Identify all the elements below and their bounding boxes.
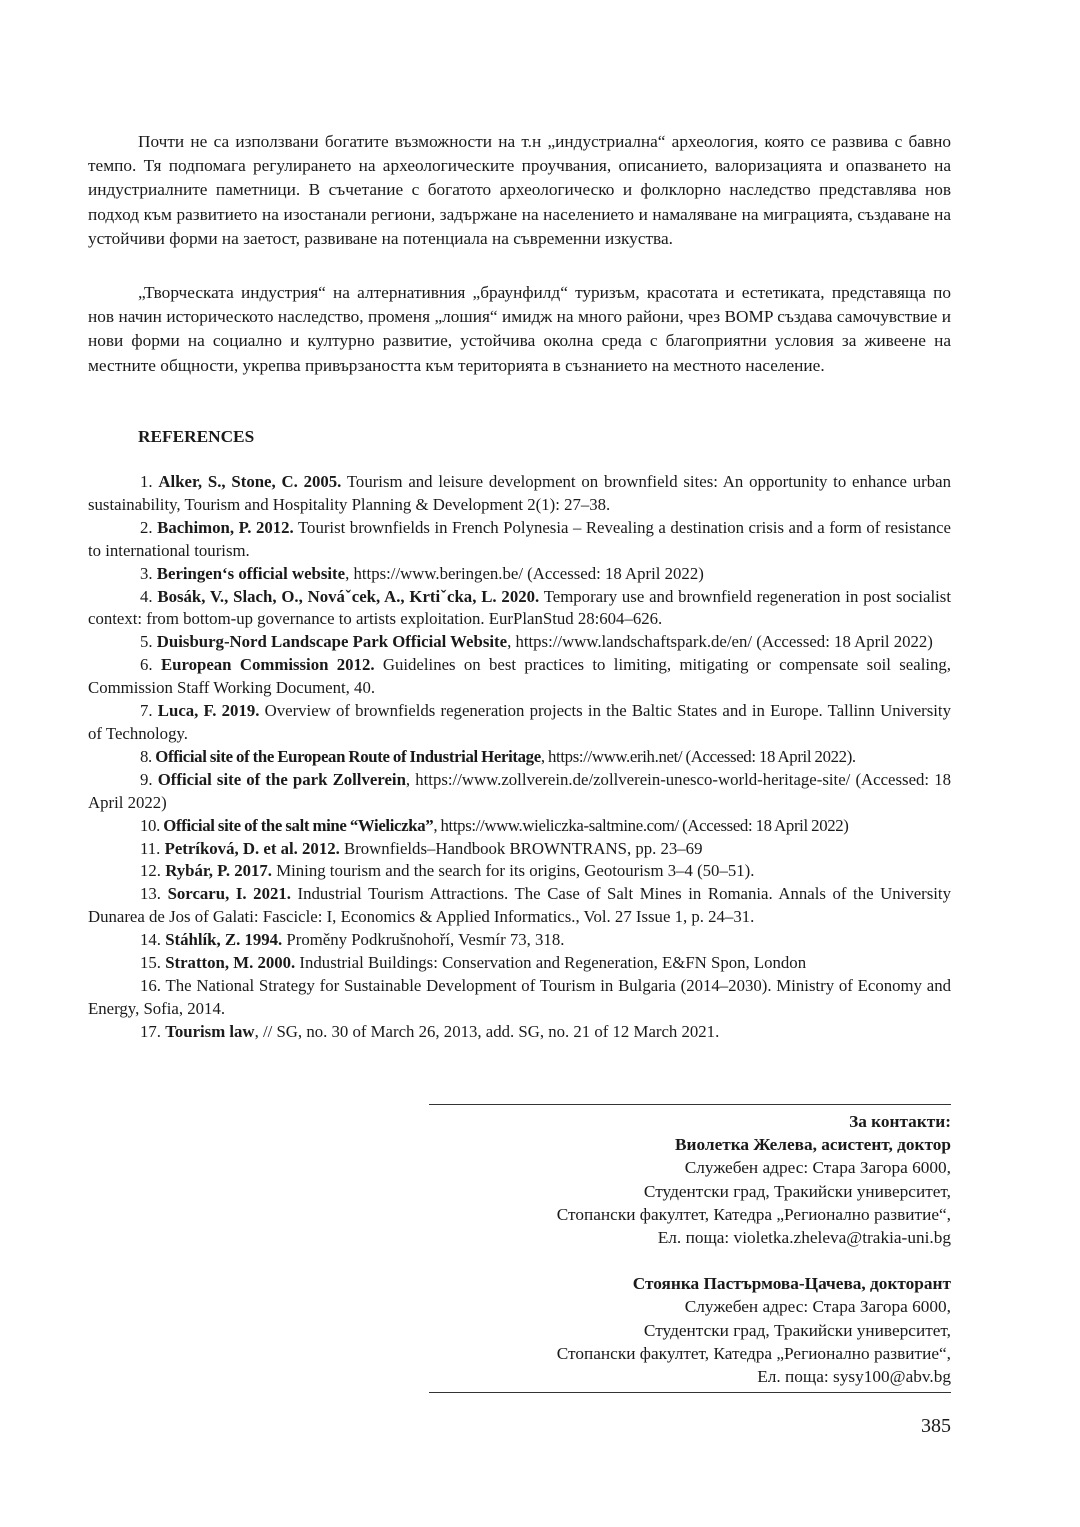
reference-number: 10.: [140, 815, 160, 835]
reference-item: [88, 700, 951, 746]
reference-item: [88, 769, 951, 815]
reference-text: , https://www.beringen.be/ (Accessed: 18 April 2022): [345, 563, 704, 583]
reference-author: Stáhlík, Z. 1994.: [165, 930, 283, 950]
reference-number: 8.: [140, 746, 152, 766]
reference-number: 5.: [140, 632, 153, 652]
references-heading: REFERENCES: [138, 427, 255, 446]
reference-author: European Commission 2012.: [160, 655, 375, 675]
reference-author: Luca, F. 2019.: [157, 701, 260, 721]
reference-text: Industrial Buildings: Conservation and Regeneration, E&FN Spon, London: [295, 953, 807, 973]
contacts-block: [429, 1104, 951, 1393]
reference-item: [88, 563, 951, 586]
reference-number: 3.: [140, 563, 153, 583]
reference-item: [88, 746, 951, 769]
reference-number: 16.: [140, 975, 161, 995]
contacts-spacer: [429, 1249, 951, 1272]
contact-2-address-2: Студентски град, Тракийски университет,: [643, 1320, 951, 1340]
reference-text: , // SG, no. 30 of March 26, 2013, add. SG, no. 21 of 12 March 2021.: [254, 1021, 720, 1041]
reference-number: 15.: [140, 953, 161, 973]
contact-1-address-3: Стопански факултет, Катедра „Регионално развитие“,: [556, 1204, 951, 1224]
reference-text: , https://www.zollverein.de/zollverein-unesco-world-heritage-site/ (Accessed: 18 April 2022): [88, 769, 951, 812]
reference-item: [88, 517, 951, 563]
reference-number: 12.: [140, 861, 161, 881]
body-paragraph-2: „Творческата индустрия“ на алтернативния „браунфилд“ туризъм, красотата и естетиката, представяща по нов начин историческото наследство, променя „лошия“ имидж на много райони, чрез BOMP създава самочувствие и нови форми на социално и културно развитие, устойчива околна среда с благоприятни условия за живеене на местните общности, укрепва привързаността към територията в съзнанието на местното население.: [88, 283, 951, 375]
reference-author: Bachimon, P. 2012.: [157, 517, 294, 537]
reference-text: The National Strategy for Sustainable Development of Tourism in Bulgaria (2014–2030). Ministry of Economy and Energy, Sofia, 2014.: [88, 975, 951, 1018]
reference-author: Tourism law: [165, 1021, 255, 1041]
reference-number: 6.: [140, 655, 153, 675]
reference-author: Rybár, P. 2017.: [165, 861, 272, 881]
reference-author: Duisburg-Nord Landscape Park Official Website: [156, 632, 508, 652]
reference-text: Tourist brownfields in French Polynesia – Revealing a destination crisis and a form of resistance to international tourism.: [88, 517, 952, 560]
reference-item: [88, 654, 951, 700]
page-number: 385: [921, 1415, 951, 1437]
reference-item: [88, 929, 951, 952]
references-list: [88, 471, 951, 1044]
reference-number: 9.: [140, 769, 153, 789]
reference-item: [88, 952, 951, 975]
contact-1-email: Ел. поща: violetka.zheleva@trakia-uni.bg: [657, 1228, 951, 1248]
reference-text: , https://www.erih.net/ (Accessed: 18 April 2022).: [540, 746, 856, 766]
reference-item: [88, 586, 951, 632]
reference-author: Sorcaru, I. 2021.: [167, 884, 291, 904]
reference-text: , https://www.wieliczka-saltmine.com/ (Accessed: 18 April 2022): [433, 815, 849, 835]
reference-author: Alker, S., Stone, C. 2005.: [158, 472, 342, 491]
reference-author: Bosák, V., Slach, O., Nováˇcek, A., Krtiˇcka, L. 2020.: [157, 586, 540, 606]
reference-text: Overview of brownfields regeneration projects in the Baltic States and in Europe. Tallinn University of Technology.: [88, 701, 951, 743]
reference-author: Official site of the European Route of Industrial Heritage: [155, 746, 541, 766]
reference-item: [88, 883, 951, 929]
reference-number: 1.: [140, 472, 153, 491]
reference-item: [88, 471, 951, 517]
reference-text: Industrial Tourism Attractions. The Case of Salt Mines in Romania. Annals of the University Dunarea de Jos of Galati: Fascicle: I, Economics & Applied Informatics., Vol. 27 Issue 1, p. 24–31.: [88, 884, 951, 927]
contact-2-name: Стоянка Пастърмова-Цачева, докторант: [632, 1274, 951, 1294]
reference-author: Official site of the park Zollverein: [157, 769, 406, 789]
reference-item: [88, 975, 951, 1021]
reference-item: [88, 815, 951, 838]
contact-2-address-1: Служебен адрес: Стара Загора 6000,: [684, 1297, 951, 1317]
contact-2-address-3: Стопански факултет, Катедра „Регионално развитие“,: [556, 1343, 951, 1363]
reference-author: Petríková, D. et al. 2012.: [164, 838, 340, 858]
contact-1-address-2: Студентски град, Тракийски университет,: [643, 1181, 951, 1201]
reference-item: [88, 631, 951, 654]
reference-number: 4.: [140, 586, 153, 606]
contact-1-address-1: Служебен адрес: Стара Загора 6000,: [684, 1158, 951, 1178]
reference-number: 11.: [140, 838, 161, 858]
reference-author: Official site of the salt mine “Wieliczka”: [163, 815, 434, 835]
contact-2-email: Ел. поща: sysy100@abv.bg: [757, 1367, 951, 1387]
reference-number: 13.: [140, 884, 161, 904]
reference-item: [88, 1021, 951, 1044]
reference-text: Brownfields–Handbook BROWNTRANS, pp. 23–69: [339, 838, 703, 858]
reference-number: 17.: [140, 1021, 161, 1041]
reference-author: Beringen‘s official website: [156, 563, 346, 583]
reference-text: Guidelines on best practices to limiting, mitigating or compensate soil sealing, Commission Staff Working Document, 40.: [88, 655, 951, 698]
contacts-heading: За контакти:: [849, 1112, 951, 1131]
reference-item: [88, 838, 951, 861]
reference-item: [88, 860, 951, 883]
reference-text: Proměny Podkrušnohoří, Vesmír 73, 318.: [282, 930, 565, 950]
reference-number: 14.: [140, 930, 161, 950]
contact-1-name: Виолетка Желева, асистент, доктор: [674, 1135, 951, 1155]
reference-text: , https://www.landschaftspark.de/en/ (Accessed: 18 April 2022): [507, 632, 933, 652]
reference-text: Mining tourism and the search for its origins, Geotourism 3–4 (50–51).: [272, 861, 755, 881]
reference-text: Tourism and leisure development on brownfield sites: An opportunity to enhance urban sustainability, Tourism and Hospitality Planning & Development 2(1): 27–38.: [88, 472, 952, 514]
body-paragraph-1: Почти не са използвани богатите възможности на т.н „индустриална“ археология, която се развива с бавно темпо. Тя подпомага регулирането на археологическите проучвания, описанието, валоризацията и опазването на индустриалните паметници. В съчетание с богатото археологическо и фолклорно наследство представлява нов подход към развитието на изостанали региони, задържане на населението и намаляване на миграцията, създаване на устойчиви форми на заетост, развиване на потенциала на съвременни изкуства.: [88, 132, 951, 248]
reference-text: Temporary use and brownfield regeneration in post socialist context: from bottom-up governance to artists exploitation. EurPlanStud 28:604–626.: [88, 586, 951, 629]
reference-number: 2.: [140, 517, 153, 537]
reference-number: 7.: [140, 701, 153, 721]
reference-author: Stratton, M. 2000.: [165, 953, 296, 973]
